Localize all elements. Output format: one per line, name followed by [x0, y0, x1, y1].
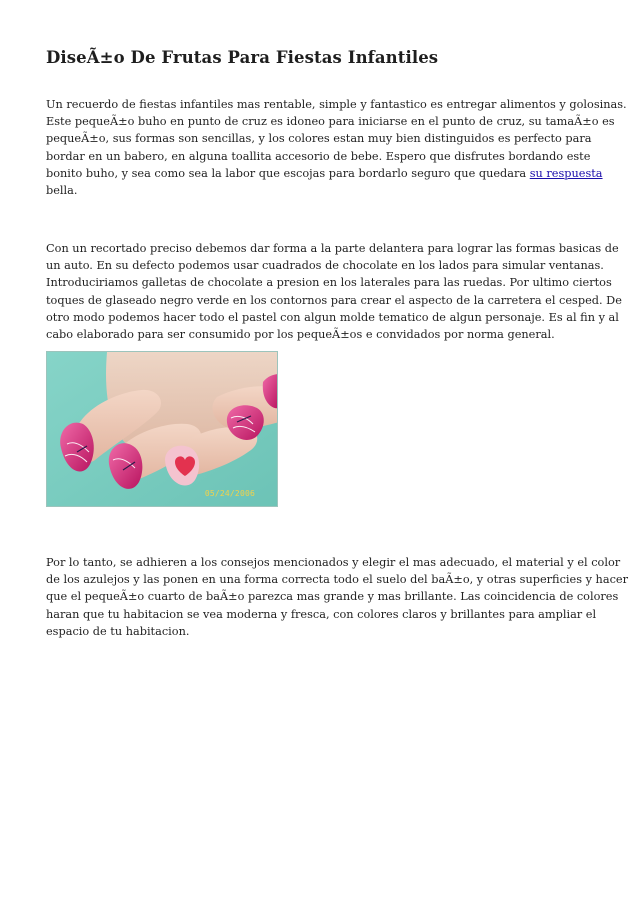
paragraph-2-line: cabo elaborado para ser consumido por los pequeÃ±os e convidados por norma general.	[46, 328, 555, 342]
paragraph-2-line: Con un recortado preciso debemos dar forma a la parte delantera para lograr las formas basicas de	[46, 242, 619, 255]
page-title: DiseÃ±o De Frutas Para Fiestas Infantiles	[46, 48, 439, 67]
paragraph-2-line: un auto. En su defecto podemos usar cuadrados de chocolate en los lados para simular ventanas.	[46, 259, 604, 273]
paragraph-2-line: otro modo podemos hacer todo el pastel con algun molde tematico de algun personaje. Es al fin y al	[46, 310, 619, 324]
paragraph-1-line: Un recuerdo de fiestas infantiles mas rentable, simple y fantastico es entregar alimentos y golosinas.	[46, 98, 627, 111]
paragraph-3-line: espacio de tu habitacion.	[46, 624, 190, 638]
paragraph-3-line: que el pequeÃ±o cuarto de baÃ±o parezca mas grande y mas brillante. Las coincidencia de colores	[46, 590, 619, 604]
paragraph-3-line: haran que tu habitacion se vea moderna y fresca, con colores claros y brillantes para ampliar el	[46, 607, 597, 621]
paragraph-2-line: toques de glaseado negro verde en los contornos para crear el aspecto de la carretera el cesped. De	[46, 293, 622, 307]
paragraph-1-line: bordar en un babero, en alguna toallita accesorio de bebe. Espero que disfrutes bordando este	[46, 149, 591, 163]
paragraph-3	[46, 554, 628, 640]
nail-art-photo	[46, 351, 278, 507]
paragraph-1-line-text: bonito buho, y sea como sea la labor que escojas para bordarlo seguro que quedara	[46, 166, 530, 180]
paragraph-1-line: pequeÃ±o, sus formas son sencillas, y los colores estan muy bien distinguidos es perfecto para	[46, 132, 592, 146]
nail-art-illustration	[47, 352, 278, 507]
paragraph-1-line	[46, 165, 602, 182]
paragraph-1	[46, 96, 627, 199]
paragraph-3-line: de los azulejos y las ponen en una forma correcta todo el suelo del baÃ±o, y otras superficies y hacer	[46, 573, 628, 587]
paragraph-1-line: bella.	[46, 184, 78, 198]
paragraph-2-line: Introduciriamos galletas de chocolate a presion en los laterales para las ruedas. Por ultimo ciertos	[46, 276, 612, 290]
paragraph-3-line: Por lo tanto, se adhieren a los consejos mencionados y elegir el mas adecuado, el material y el color	[46, 556, 621, 569]
su-respuesta-link[interactable]: su respuesta	[529, 166, 603, 180]
photo-date-stamp: 05/24/2006	[204, 489, 255, 498]
paragraph-1-line: Este pequeÃ±o buho en punto de cruz es idoneo para iniciarse en el punto de cruz, su tamaÃ±o es	[46, 115, 615, 129]
paragraph-2	[46, 240, 622, 343]
